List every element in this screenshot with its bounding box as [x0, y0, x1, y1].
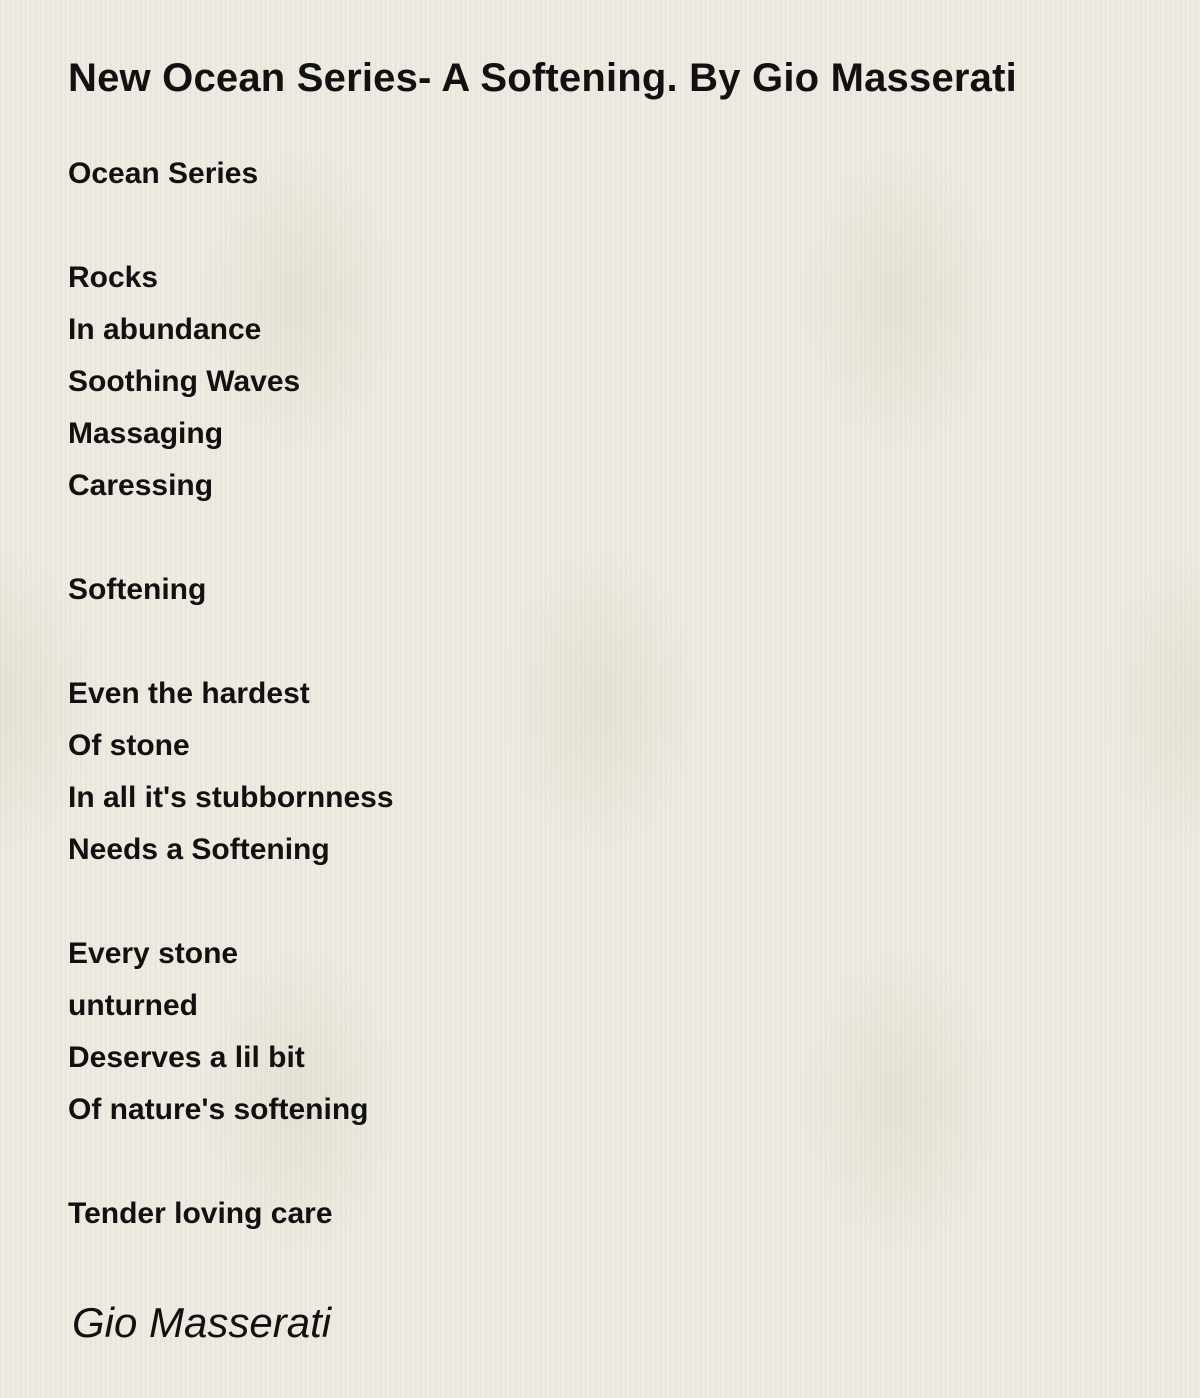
poem-line: Tender loving care	[68, 1197, 333, 1230]
author-signature: Gio Masserati	[72, 1299, 332, 1346]
poem-line: Rocks	[68, 261, 159, 294]
poem-line: In all it's stubbornness	[68, 781, 394, 814]
poem-line: In abundance	[68, 313, 262, 346]
poem-subtitle: Ocean Series	[68, 157, 259, 190]
poem-line: Needs a Softening	[68, 833, 330, 866]
poem-line: Deserves a lil bit	[68, 1041, 305, 1074]
poem-line: Of nature's softening	[68, 1093, 369, 1126]
stanza-2	[68, 564, 1148, 616]
poem-line: Massaging	[68, 417, 224, 450]
poem-line: Soothing Waves	[68, 365, 301, 398]
stanza-1	[68, 252, 1148, 512]
poem-line: Caressing	[68, 469, 214, 502]
poem-page	[68, 52, 1148, 1292]
poem-line: unturned	[68, 989, 198, 1022]
poem-line: Of stone	[68, 729, 190, 762]
poem-line: Every stone	[68, 937, 239, 970]
stanza-3	[68, 668, 1148, 876]
poem-line: Even the hardest	[68, 677, 310, 710]
poem-title: New Ocean Series- A Softening. By Gio Masserati	[68, 56, 1017, 100]
poem-line: Softening	[68, 573, 207, 606]
stanza-5	[68, 1188, 1148, 1240]
stanza-4	[68, 928, 1148, 1136]
poem-body	[68, 252, 1148, 1240]
